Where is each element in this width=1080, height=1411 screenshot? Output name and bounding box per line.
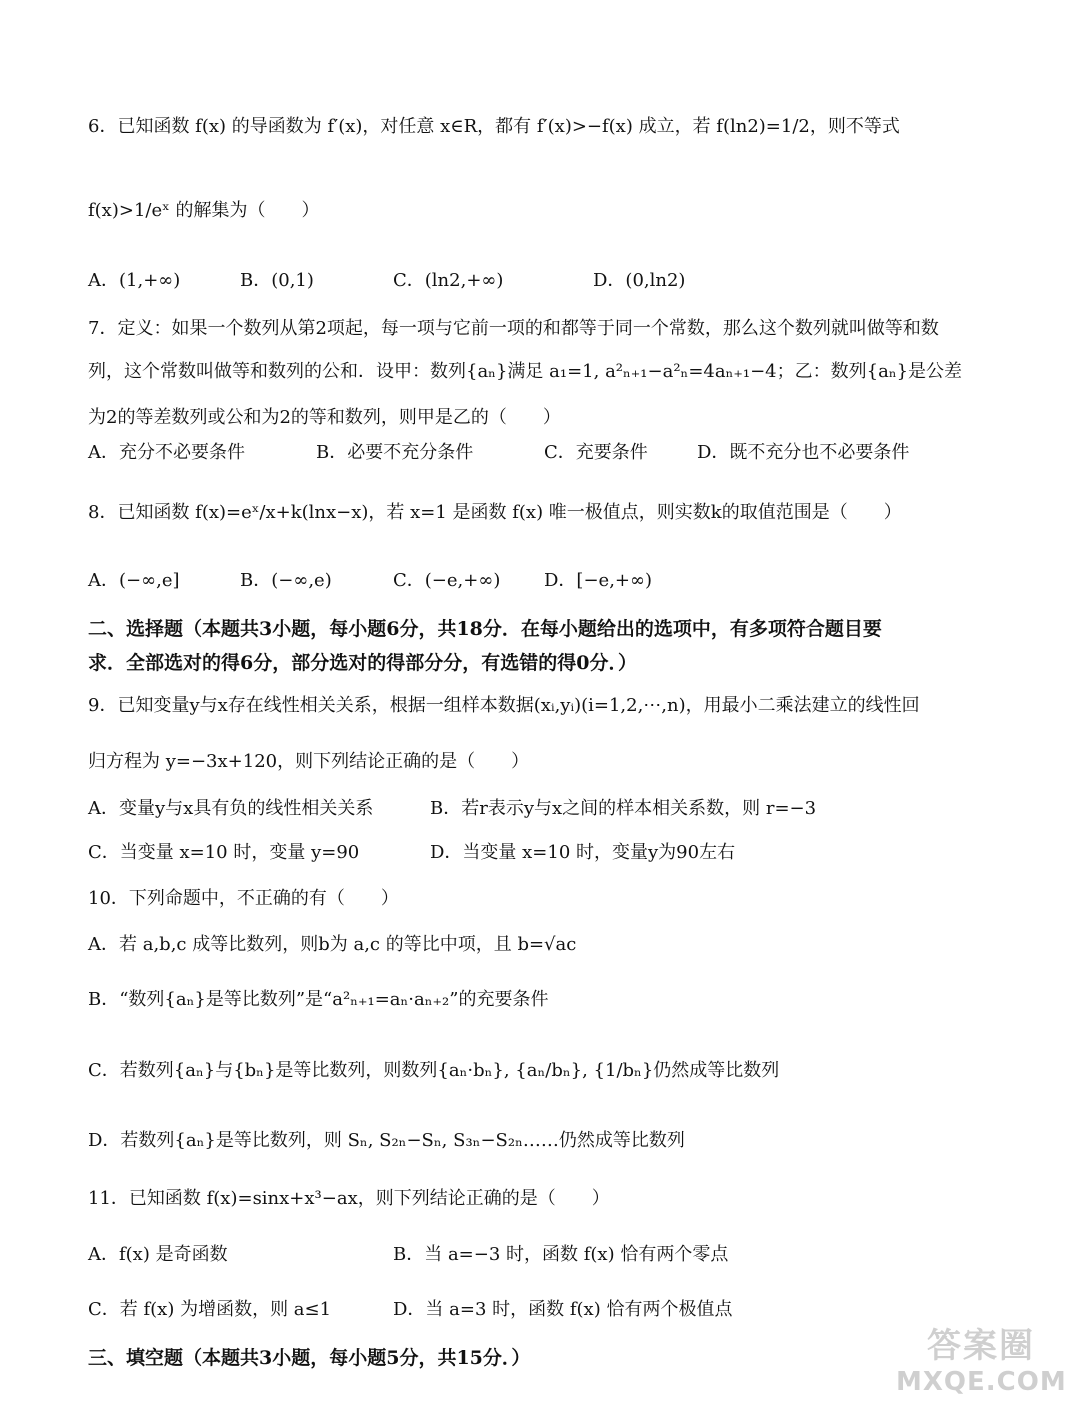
q8-stem-line1: 8．已知函数 f(x)=eˣ/x+k(lnx−x)，若 x=1 是函数 f(x) 唯一极值点，则实数k的取值范围是（ ）: [88, 502, 902, 523]
q8-option-b: B．(−∞,e): [240, 570, 332, 591]
q11-stem: 11．已知函数 f(x)=sinx+x³−ax，则下列结论正确的是（ ）: [88, 1188, 610, 1209]
q9-option-b: B．若r表示y与x之间的样本相关系数，则 r=−3: [430, 798, 817, 819]
q7-option-c: C．充要条件: [544, 442, 648, 463]
q6-stem-line1: 6．已知函数 f(x) 的导函数为 f′(x)，对任意 x∈R，都有 f′(x)>−f(x) 成立，若 f(ln2)=1/2，则不等式: [88, 116, 900, 137]
q8-option-d: D．[−e,+∞): [544, 570, 653, 591]
q8-option-a: A．(−∞,e]: [88, 570, 180, 591]
q10-option-c: C．若数列{aₙ}与{bₙ}是等比数列，则数列{aₙ·bₙ}, {aₙ/bₙ}, {1/bₙ}仍然成等比数列: [88, 1060, 780, 1081]
q10-option-a: A．若 a,b,c 成等比数列，则b为 a,c 的等比中项，且 b=√ac: [88, 934, 577, 955]
q6-option-b: B．(0,1): [240, 270, 314, 291]
q10-stem: 10．下列命题中，不正确的有（ ）: [88, 888, 399, 909]
section2-heading-line2: 求．全部选对的得6分，部分选对的得部分分，有选错的得0分．）: [88, 652, 637, 674]
q10-option-b: B．“数列{aₙ}是等比数列”是“a²ₙ₊₁=aₙ·aₙ₊₂”的充要条件: [88, 989, 549, 1010]
section3-heading: 三、填空题（本题共3小题，每小题5分，共15分．）: [88, 1347, 531, 1369]
q9-option-c: C．当变量 x=10 时，变量 y=90: [88, 842, 360, 863]
q11-option-d: D．当 a=3 时，函数 f(x) 恰有两个极值点: [393, 1299, 733, 1320]
site-watermark: [896, 1325, 1066, 1403]
q11-option-c: C．若 f(x) 为增函数，则 a≤1: [88, 1299, 332, 1320]
q6-option-a: A．(1,+∞): [88, 270, 181, 291]
q6-stem-line2: f(x)>1/eˣ 的解集为（ ）: [88, 200, 320, 221]
q7-stem-line1: 7．定义：如果一个数列从第2项起，每一项与它前一项的和都等于同一个常数，那么这个数列就叫做等和数: [88, 318, 939, 339]
q10-option-d: D．若数列{aₙ}是等比数列，则 Sₙ, S₂ₙ−Sₙ, S₃ₙ−S₂ₙ……仍然成等比数列: [88, 1130, 685, 1151]
q9-stem-line2: 归方程为 y=−3x+120，则下列结论正确的是（ ）: [88, 751, 530, 772]
q7-option-b: B．必要不充分条件: [316, 442, 474, 463]
q9-option-a: A．变量y与x具有负的线性相关关系: [88, 798, 374, 819]
q7-stem-line3: 为2的等差数列或公和为2的等和数列，则甲是乙的（ ）: [88, 407, 561, 428]
q11-option-a: A．f(x) 是奇函数: [88, 1244, 228, 1265]
watermark-logo-text: 答案圈: [927, 1326, 1035, 1366]
section2-heading-line1: 二、选择题（本题共3小题，每小题6分，共18分．在每小题给出的选项中，有多项符合题目要: [88, 618, 882, 640]
q6-option-d: D．(0,ln2): [593, 270, 686, 291]
q6-option-c: C．(ln2,+∞): [393, 270, 504, 291]
q8-option-c: C．(−e,+∞): [393, 570, 501, 591]
q7-option-d: D．既不充分也不必要条件: [697, 442, 910, 463]
q9-option-d: D．当变量 x=10 时，变量y为90左右: [430, 842, 736, 863]
watermark-domain-text: MXQE.COM: [896, 1367, 1067, 1397]
q7-stem-line2: 列，这个常数叫做等和数列的公和．设甲：数列{aₙ}满足 a₁=1, a²ₙ₊₁−a²ₙ=4aₙ₊₁−4；乙：数列{aₙ}是公差: [88, 361, 963, 382]
q11-option-b: B．当 a=−3 时，函数 f(x) 恰有两个零点: [393, 1244, 729, 1265]
q7-option-a: A．充分不必要条件: [88, 442, 245, 463]
q9-stem-line1: 9．已知变量y与x存在线性相关关系，根据一组样本数据(xᵢ,yᵢ)(i=1,2,⋯,n)，用最小二乘法建立的线性回: [88, 695, 920, 716]
